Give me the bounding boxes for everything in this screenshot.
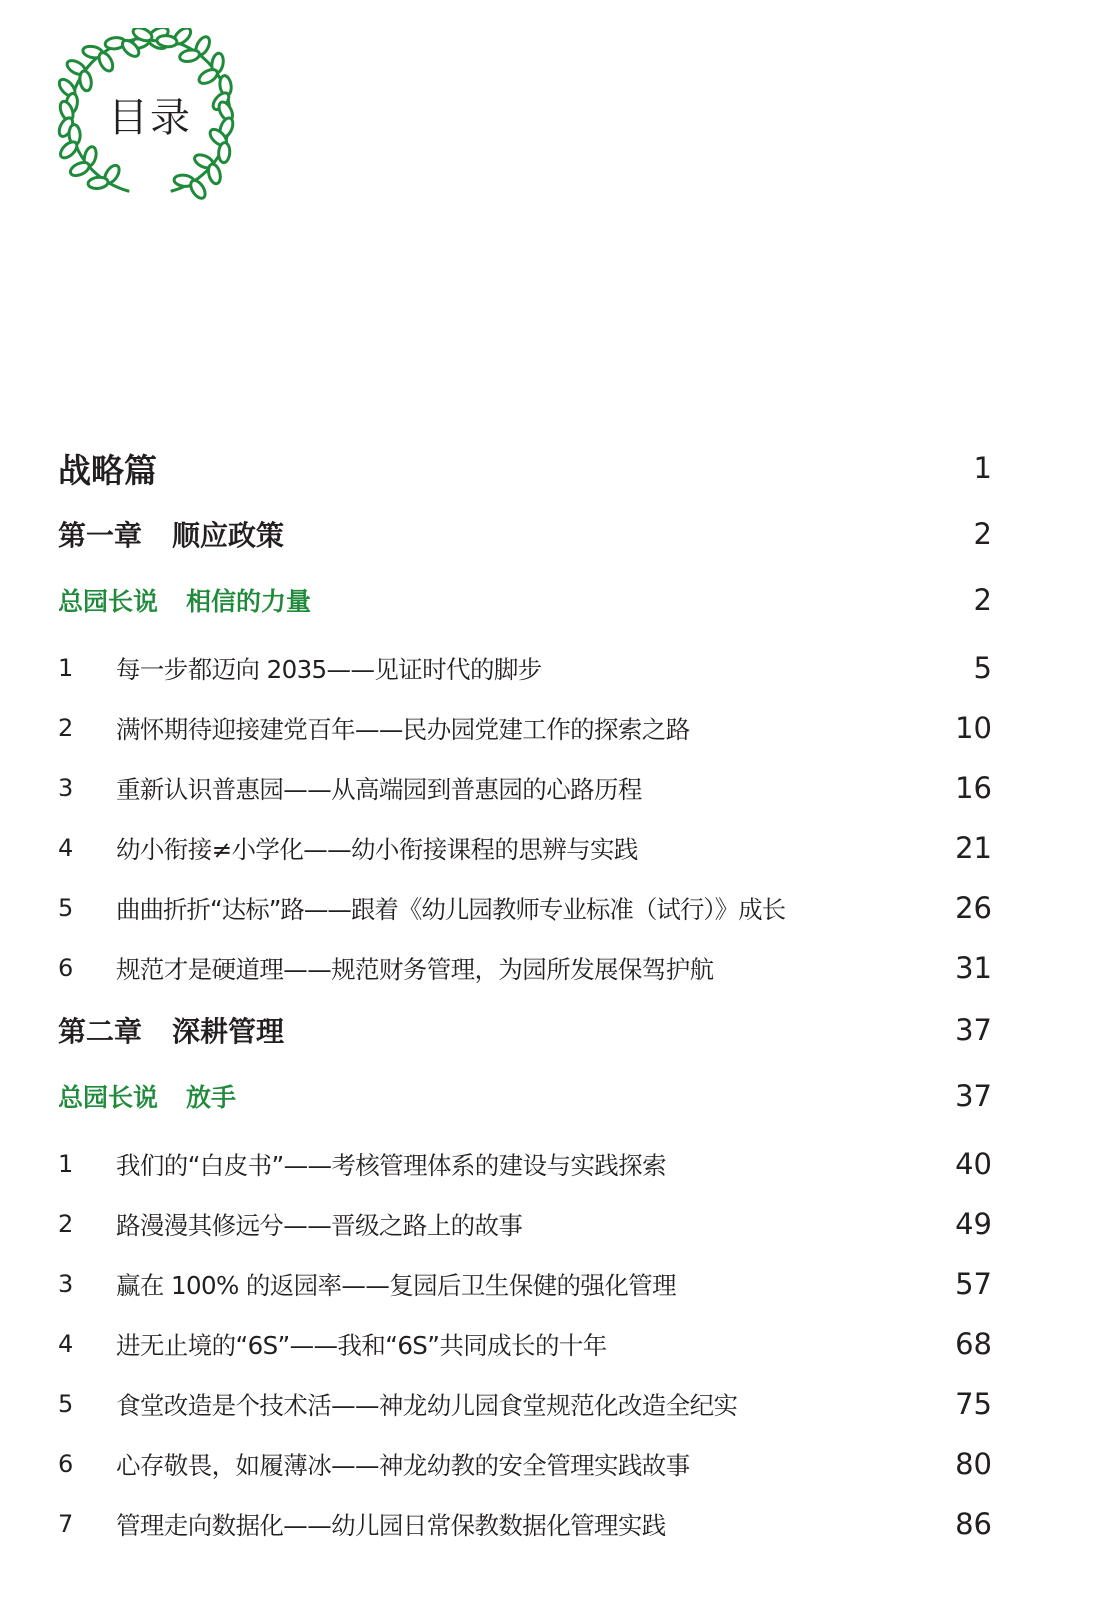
chapter-name: 深耕管理 <box>172 1015 285 1048</box>
entry-title: 曲曲折折“达标”路——跟着《幼儿园教师专业标准（试行）》成长 <box>116 894 786 924</box>
toc-entry[interactable] <box>58 818 992 878</box>
chapter-title <box>58 1010 932 1050</box>
entry-page: 5 <box>973 651 992 685</box>
entry-title: 赢在 100% 的返园率——复园后卫生保健的强化管理 <box>116 1270 677 1300</box>
chapter-number: 第一章 <box>58 519 143 552</box>
entry-title: 每一步都迈向 2035——见证时代的脚步 <box>116 654 542 684</box>
entry-page: 49 <box>955 1207 992 1241</box>
toc-entry[interactable] <box>58 1374 992 1434</box>
toc-entry[interactable] <box>58 1194 992 1254</box>
entry-page: 86 <box>955 1507 992 1541</box>
entry-number: 1 <box>58 1150 74 1178</box>
toc-entry[interactable] <box>58 1494 992 1554</box>
entry-title: 规范才是硬道理——规范财务管理，为园所发展保驾护航 <box>116 954 714 984</box>
toc-entry[interactable] <box>58 938 992 998</box>
entry-page: 10 <box>955 711 992 745</box>
entry-title: 路漫漫其修远兮——晋级之路上的故事 <box>116 1210 523 1240</box>
entry-number: 2 <box>58 1210 74 1238</box>
entry-number: 3 <box>58 1270 74 1298</box>
toc-entry[interactable] <box>58 1134 992 1194</box>
entry-number: 3 <box>58 774 74 802</box>
entry-page: 68 <box>955 1327 992 1361</box>
toc-chapter-1[interactable] <box>58 504 992 564</box>
entry-number: 5 <box>58 894 74 922</box>
toc-entry[interactable] <box>58 1314 992 1374</box>
section-label: 总园长说 <box>58 587 159 616</box>
entry-number: 6 <box>58 954 74 982</box>
entry-page: 21 <box>955 831 992 865</box>
toc-entry[interactable] <box>58 698 992 758</box>
entry-title: 满怀期待迎接建党百年——民办园党建工作的探索之路 <box>116 714 690 744</box>
section-name: 相信的力量 <box>186 587 312 616</box>
section-page: 37 <box>955 1079 992 1113</box>
entry-title: 重新认识普惠园——从高端园到普惠园的心路历程 <box>116 774 642 804</box>
entry-number: 1 <box>58 654 74 682</box>
page-title: 目录 <box>108 94 192 141</box>
entry-title: 心存敬畏，如履薄冰——神龙幼教的安全管理实践故事 <box>116 1450 690 1480</box>
toc-entry[interactable] <box>58 878 992 938</box>
toc-entry[interactable] <box>58 1434 992 1494</box>
chapter-number: 第二章 <box>58 1015 143 1048</box>
entry-title: 食堂改造是个技术活——神龙幼儿园食堂规范化改造全纪实 <box>116 1390 738 1420</box>
section-page: 2 <box>973 583 992 617</box>
entry-number: 2 <box>58 714 74 742</box>
laurel-wreath-icon <box>52 28 248 206</box>
toc-section-1[interactable] <box>58 570 992 630</box>
entry-page: 40 <box>955 1147 992 1181</box>
entry-page: 16 <box>955 771 992 805</box>
entry-title: 进无止境的“6S”——我和“6S”共同成长的十年 <box>116 1330 607 1360</box>
entry-page: 26 <box>955 891 992 925</box>
section-title <box>58 1078 932 1114</box>
toc-entry[interactable] <box>58 1254 992 1314</box>
toc-part[interactable] <box>58 438 992 498</box>
chapter-name: 顺应政策 <box>172 519 285 552</box>
chapter-page: 37 <box>955 1013 992 1047</box>
entry-page: 57 <box>955 1267 992 1301</box>
part-title: 战略篇 <box>58 450 157 490</box>
entry-title: 幼小衔接≠小学化——幼小衔接课程的思辨与实践 <box>116 834 638 864</box>
section-name: 放手 <box>186 1083 237 1112</box>
entry-number: 5 <box>58 1390 74 1418</box>
entry-page: 80 <box>955 1447 992 1481</box>
chapter-page: 2 <box>973 517 992 551</box>
section-title <box>58 582 932 618</box>
toc-entry[interactable] <box>58 758 992 818</box>
section-label: 总园长说 <box>58 1083 159 1112</box>
toc-section-2[interactable] <box>58 1066 992 1126</box>
entry-number: 7 <box>58 1510 74 1538</box>
chapter-title <box>58 514 932 554</box>
entry-title: 管理走向数据化——幼儿园日常保教数据化管理实践 <box>116 1510 666 1540</box>
toc-chapter-2[interactable] <box>58 1000 992 1060</box>
entry-page: 75 <box>955 1387 992 1421</box>
entry-number: 6 <box>58 1450 74 1478</box>
entry-number: 4 <box>58 834 74 862</box>
entry-page: 31 <box>955 951 992 985</box>
toc-entry[interactable] <box>58 638 992 698</box>
entry-number: 4 <box>58 1330 74 1358</box>
part-page: 1 <box>973 451 992 485</box>
entry-title: 我们的“白皮书”——考核管理体系的建设与实践探索 <box>116 1150 666 1180</box>
